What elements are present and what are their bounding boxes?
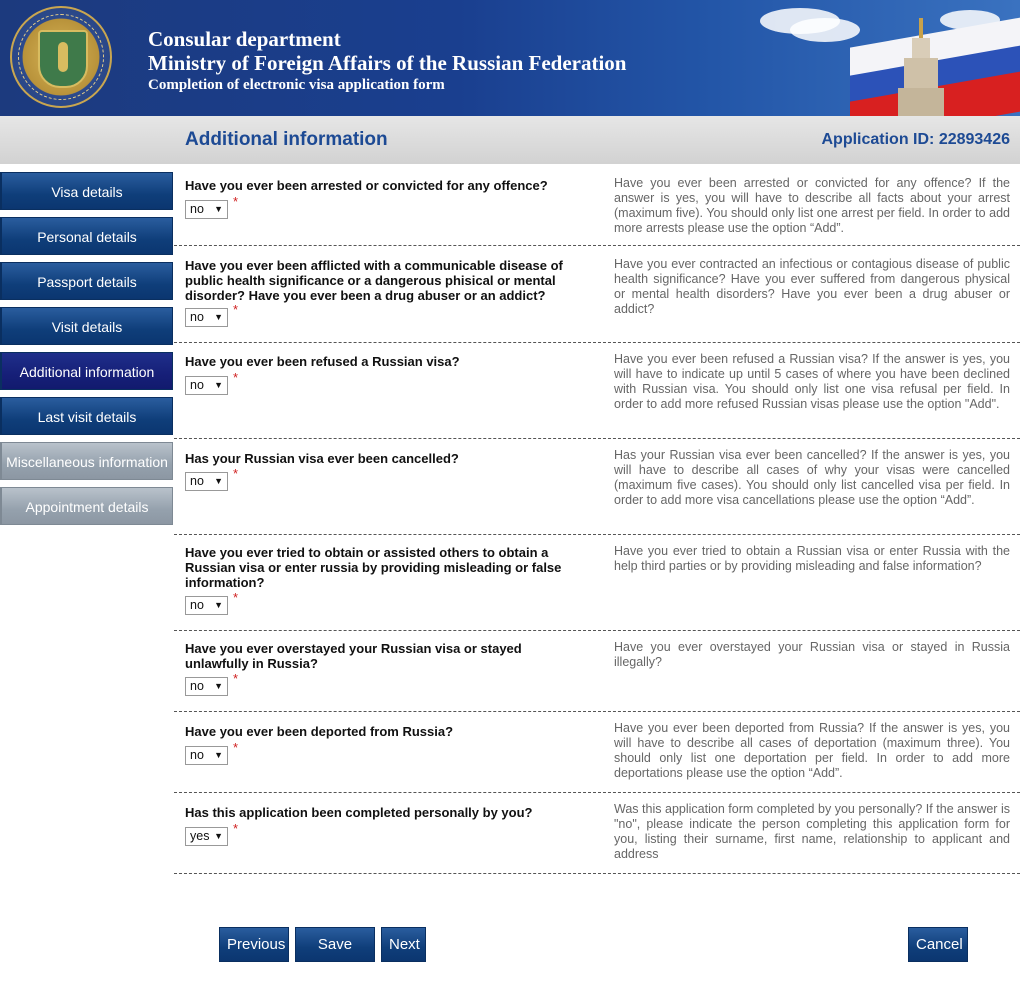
chevron-down-icon: ▼: [214, 476, 223, 486]
chevron-down-icon: ▼: [214, 204, 223, 214]
required-marker: *: [233, 671, 239, 686]
question-row: [174, 712, 1020, 793]
question-help-text: Was this application form completed by you personally? If the answer is "no", please indicate the person completing this application form for you, listing their surname, first name, relationship to applicant and address: [614, 802, 1010, 861]
answer-select[interactable]: [185, 376, 228, 395]
question-help-text: Have you ever overstayed your Russian visa or stayed in Russia illegally?: [614, 640, 1010, 669]
header-titles: [148, 27, 627, 95]
question-label: Have you ever been refused a Russian visa?: [185, 354, 460, 369]
chevron-down-icon: ▼: [214, 312, 223, 322]
chevron-down-icon: ▼: [214, 831, 223, 841]
question-help-text: Have you ever been deported from Russia? If the answer is yes, you will have to describe all cases of deportation (maximum three). You should only list one deportation per field. In order to add more deportations please use the option “Add”.: [614, 721, 1010, 780]
question-row: [174, 343, 1020, 439]
question-label: Have you ever tried to obtain or assisted others to obtain a Russian visa or enter russia by providing misleading or false information?: [185, 545, 562, 590]
question-row: [174, 246, 1020, 343]
sidebar-nav: [0, 172, 173, 532]
question-label: Has this application been completed personally by you?: [185, 805, 533, 820]
question-row: [174, 793, 1020, 874]
question-help-text: Have you ever tried to obtain a Russian visa or enter Russia with the help third parties or by providing misleading and false information?: [614, 544, 1010, 573]
select-value: no: [190, 474, 204, 488]
answer-select[interactable]: [185, 472, 228, 491]
sidebar-item-visa-details[interactable]: Visa details: [0, 172, 173, 210]
answer-select[interactable]: [185, 677, 228, 696]
required-marker: *: [233, 740, 239, 755]
answer-select[interactable]: [185, 746, 228, 765]
select-value: yes: [190, 829, 210, 843]
question-row: [174, 535, 1020, 631]
ministry-building-icon: [898, 18, 944, 116]
question-label: Have you ever been arrested or convicted for any offence?: [185, 178, 548, 193]
answer-select[interactable]: [185, 308, 228, 327]
required-marker: *: [233, 821, 239, 836]
answer-select[interactable]: [185, 827, 228, 846]
select-value: no: [190, 378, 204, 392]
question-row: [174, 631, 1020, 712]
chevron-down-icon: ▼: [214, 681, 223, 691]
consular-emblem-logo: [10, 6, 112, 108]
application-id: Application ID: 22893426: [821, 131, 1010, 148]
header-line-2: Ministry of Foreign Affairs of the Russian Federation: [148, 51, 627, 75]
required-marker: *: [233, 194, 239, 209]
header-line-1: Consular department: [148, 27, 341, 51]
select-value: no: [190, 310, 204, 324]
next-button[interactable]: Next: [381, 927, 426, 962]
save-draft-button[interactable]: Save draft: [295, 927, 375, 962]
question-help-text: Have you ever been refused a Russian visa? If the answer is yes, you will have to indicate up until 5 cases of where you have been declined with Russian visa. You should only list one visa refusal per field. In order to add more refused Russian visas please use the option "Add".: [614, 352, 1010, 411]
question-label: Have you ever overstayed your Russian visa or stayed unlawfully in Russia?: [185, 641, 522, 671]
select-value: no: [190, 598, 204, 612]
question-help-text: Have you ever contracted an infectious or contagious disease of public health significance? Have you ever suffered from dangerous physical or mental health disorders? Have you ever been a drug abuser or addict?: [614, 257, 1010, 316]
question-help-text: Have you ever been arrested or convicted for any offence? If the answer is yes, you will have to describe all facts about your arrest (maximum five). You should only list one arrest per field. In order to add more arrests please use the option “Add”.: [614, 176, 1010, 235]
sidebar-item-last-visit-details[interactable]: Last visit details: [0, 397, 173, 435]
chevron-down-icon: ▼: [214, 750, 223, 760]
select-value: no: [190, 748, 204, 762]
sidebar-item-miscellaneous-information: Miscellaneous information: [0, 442, 173, 480]
chevron-down-icon: ▼: [214, 600, 223, 610]
answer-select[interactable]: [185, 200, 228, 219]
required-marker: *: [233, 466, 239, 481]
sidebar-item-personal-details[interactable]: Personal details: [0, 217, 173, 255]
site-header: [0, 0, 1020, 116]
required-marker: *: [233, 590, 239, 605]
header-line-3: Completion of electronic visa application form: [148, 77, 445, 93]
required-marker: *: [233, 370, 239, 385]
emblem-shield-icon: [38, 30, 88, 88]
question-row: [174, 164, 1020, 246]
additional-info-form: [174, 164, 1020, 874]
sidebar-item-appointment-details: Appointment details: [0, 487, 173, 525]
sidebar-item-additional-information[interactable]: Additional information: [0, 352, 173, 390]
page-title: Additional information: [185, 129, 388, 150]
question-label: Have you ever been afflicted with a communicable disease of public health significance or a dangerous phisical or mental disorder? Have you ever been a drug abuser or an addict?: [185, 258, 563, 303]
answer-select[interactable]: [185, 596, 228, 615]
select-value: no: [190, 202, 204, 216]
cloud-decoration: [790, 18, 860, 42]
question-label: Has your Russian visa ever been cancelled?: [185, 451, 459, 466]
chevron-down-icon: ▼: [214, 380, 223, 390]
question-row: [174, 439, 1020, 535]
sidebar-item-visit-details[interactable]: Visit details: [0, 307, 173, 345]
question-label: Have you ever been deported from Russia?: [185, 724, 454, 739]
previous-button[interactable]: Previous: [219, 927, 289, 962]
required-marker: *: [233, 302, 239, 317]
sidebar-item-passport-details[interactable]: Passport details: [0, 262, 173, 300]
cancel-button[interactable]: Cancel: [908, 927, 968, 962]
select-value: no: [190, 679, 204, 693]
question-help-text: Has your Russian visa ever been cancelled? If the answer is yes, you will have to describe all cases of why your visas were cancelled (maximum five cases). You should only list cancelled visa per field. In order to add more visa cancellations please use the option “Add”.: [614, 448, 1010, 507]
